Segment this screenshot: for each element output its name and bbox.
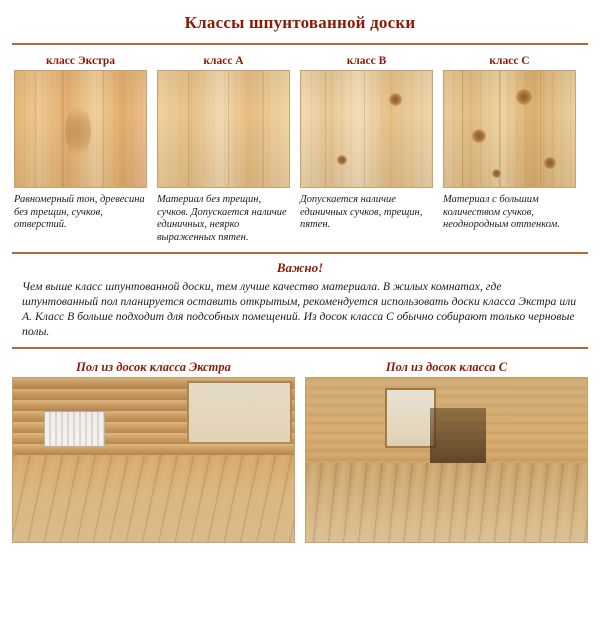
grade-column-b — [300, 52, 433, 244]
grade-title-extra: класс Экстра — [45, 55, 116, 67]
grade-column-c — [443, 52, 576, 244]
photo-title-c: Пол из досок класса С — [385, 360, 508, 374]
grade-title-b: класс В — [346, 55, 387, 67]
photo-column-extra — [12, 358, 295, 543]
photo-column-c — [305, 358, 588, 543]
grade-column-extra — [14, 52, 147, 244]
important-note — [12, 252, 588, 349]
grade-desc-b: Допускается наличие единичных сучков, трещин, пятен. — [300, 194, 423, 230]
important-heading: Важно! — [276, 260, 324, 275]
divider-top — [12, 43, 588, 45]
grade-title-c: класс С — [489, 55, 530, 67]
photo-row — [0, 358, 600, 543]
wood-sample-c — [443, 70, 576, 188]
grade-column-a — [157, 52, 290, 244]
grade-desc-extra: Равномерный тон, древесина без трещин, сучков, отверстий. — [14, 194, 145, 230]
page-title: Классы шпунтованной доски — [184, 13, 416, 32]
grade-desc-a: Материал без трещин, сучков. Допускается наличие единичных, неярко выраженных пятен. — [157, 194, 287, 243]
important-text: Чем выше класс шпунтованной доски, тем лучше качество материала. В жилых комнатах, где шпунтованный пол планируется оставить открытым, рекомендуется использовать доски класса Экстра или А. Класс В больше подходит для подсобных помещений. Из досок класса С обычно собирают только черновые полы. — [22, 280, 577, 338]
grade-title-a: класс А — [203, 55, 244, 67]
grade-desc-c: Материал с большим количеством сучков, неоднородным оттенком. — [443, 194, 560, 230]
photo-floor-c — [305, 377, 588, 543]
wood-sample-extra — [14, 70, 147, 188]
photo-floor-extra — [12, 377, 295, 543]
photo-title-extra: Пол из досок класса Экстра — [76, 360, 231, 374]
grade-columns — [0, 52, 600, 244]
wood-sample-a — [157, 70, 290, 188]
wood-sample-b — [300, 70, 433, 188]
